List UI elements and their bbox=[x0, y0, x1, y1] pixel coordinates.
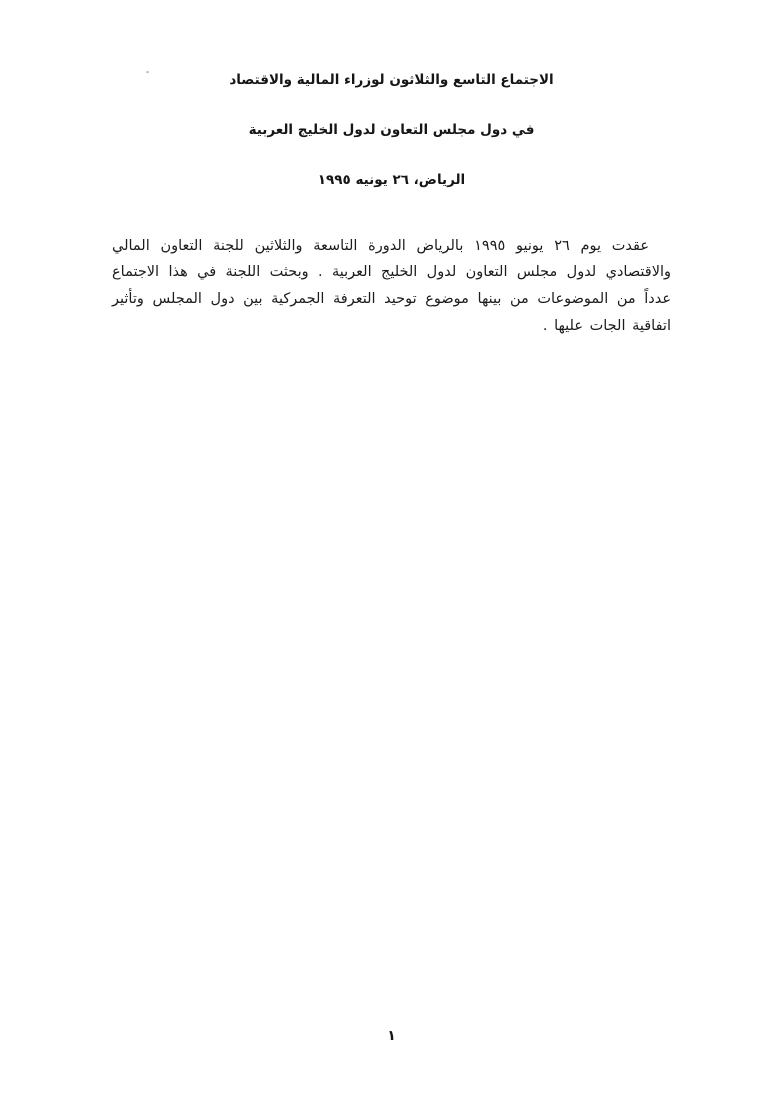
page-number: ١ bbox=[387, 1028, 396, 1044]
document-content bbox=[112, 72, 671, 340]
document-body-paragraph: عقدت يوم ٢٦ يونيو ١٩٩٥ بالرياض الدورة التاسعة والثلاثين للجنة التعاون المالي والاقتصادي لدول مجلس التعاون لدول الخليج العربية . وبحثت اللجنة في هذا الاجتماع عدداً من الموضوعات من بينها موضوع توحيد التعرفة الجمركية بين دول المجلس وتأثير اتفاقية الجات عليها . bbox=[112, 237, 671, 335]
document-title-line-1: الاجتماع التاسع والثلاثون لوزراء المالية والاقتصاد bbox=[229, 72, 554, 88]
document-title-line-3: الرياض، ٢٦ يونيه ١٩٩٥ bbox=[317, 171, 466, 188]
document-title-line-2: في دول مجلس التعاون لدول الخليج العربية bbox=[248, 121, 535, 138]
